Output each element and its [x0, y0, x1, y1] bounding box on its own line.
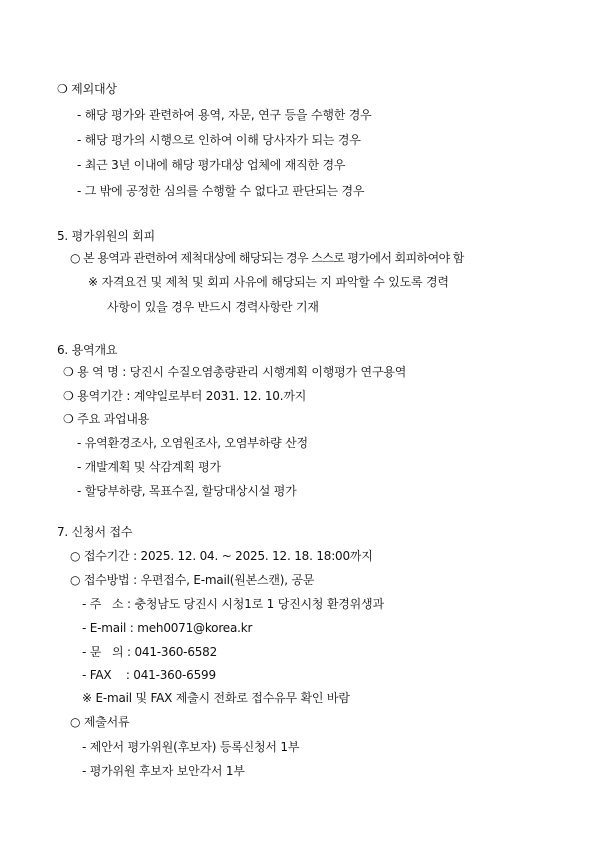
section-5-note-line1: ※ 자격요건 및 제척 및 회피 사유에 해당되는 지 파악할 수 있도록 경력 — [88, 275, 449, 289]
section-5-bullet: ○ 본 용역과 관련하여 제척대상에 해당되는 경우 스스로 평가에서 회피하여야 함 — [70, 251, 464, 265]
task-item: - 할당부하량, 목표수질, 할당대상시설 평가 — [77, 484, 297, 498]
exclusion-item: - 그 밖에 공정한 심의를 수행할 수 없다고 판단되는 경우 — [77, 184, 365, 198]
address-line: - 주 소 : 충청남도 당진시 시청1로 1 당진시청 환경위생과 — [82, 597, 384, 611]
document-item: - 제안서 평가위원(후보자) 등록신청서 1부 — [82, 740, 300, 754]
submission-note: ※ E-mail 및 FAX 제출시 전화로 접수유무 확인 바람 — [82, 691, 350, 705]
exclusion-item: - 최근 3년 이내에 해당 평가대상 업체에 재직한 경우 — [77, 158, 346, 172]
tasks-heading: ❍ 주요 과업내용 — [63, 412, 150, 426]
task-item: - 개발계획 및 삭감계획 평가 — [77, 460, 221, 474]
section-7-heading: 7. 신청서 접수 — [57, 525, 133, 539]
application-method: ○ 접수방법 : 우편접수, E-mail(원본스캔), 공문 — [70, 573, 315, 587]
document-item: - 평가위원 후보자 보안각서 1부 — [82, 764, 245, 778]
exclusion-item: - 해당 평가의 시행으로 인하여 이해 당사자가 되는 경우 — [77, 133, 361, 147]
section-5-heading: 5. 평가위원의 회피 — [57, 229, 156, 243]
phone-line: - 문 의 : 041-360-6582 — [82, 645, 218, 659]
application-period: ○ 접수기간 : 2025. 12. 04. ~ 2025. 12. 18. 18:00까지 — [70, 549, 373, 563]
exclusion-item: - 해당 평가와 관련하여 용역, 자문, 연구 등을 수행한 경우 — [77, 108, 372, 122]
service-name: ❍ 용 역 명 : 당진시 수질오염총량관리 시행계획 이행평가 연구용역 — [63, 365, 407, 379]
section-5-note-line2: 사항이 있을 경우 반드시 경력사항란 기재 — [107, 300, 319, 314]
email-line: - E-mail : meh0071@korea.kr — [82, 621, 253, 635]
documents-heading: ○ 제출서류 — [70, 715, 130, 729]
task-item: - 유역환경조사, 오염원조사, 오염부하량 산정 — [77, 436, 308, 450]
exclusion-heading: ❍ 제외대상 — [57, 82, 117, 96]
section-6-heading: 6. 용역개요 — [57, 343, 118, 357]
fax-line: - FAX : 041-360-6599 — [82, 668, 216, 682]
service-period: ❍ 용역기간 : 계약일로부터 2031. 12. 10.까지 — [63, 389, 307, 403]
